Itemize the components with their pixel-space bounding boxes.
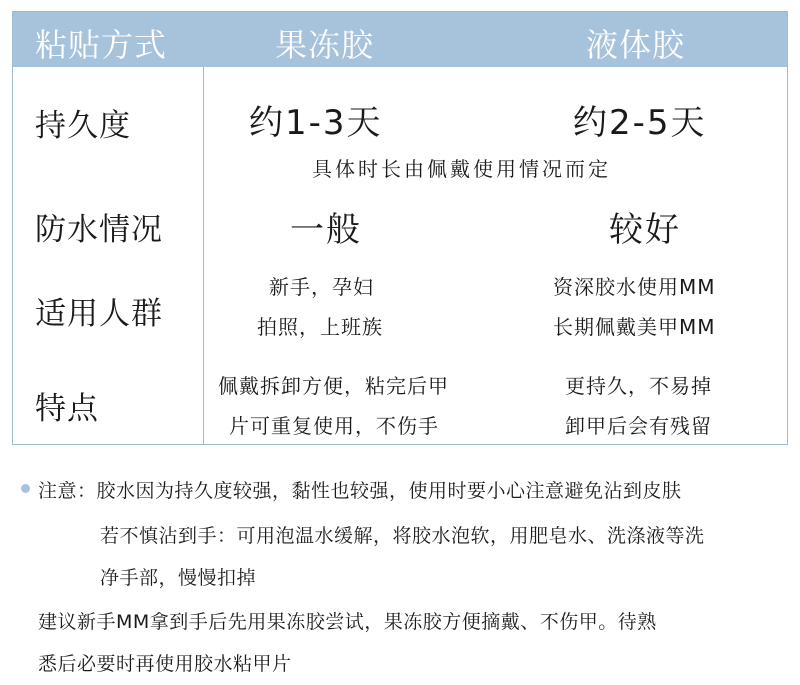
features-liquid-line1: 更持久，不易掉 [565, 374, 712, 398]
note-line-1: 注意：胶水因为持久度较强，黏性也较强，使用时要小心注意避免沾到皮肤 [38, 480, 682, 502]
waterproof-jelly: 一般 [290, 210, 362, 250]
table-header [13, 12, 787, 67]
header-jelly-glue: 果冻胶 [275, 26, 375, 64]
column-divider [203, 67, 204, 445]
note-line-3: 净手部，慢慢扣掉 [100, 567, 257, 589]
row-label-suitable: 适用人群 [35, 296, 163, 332]
row-label-waterproof: 防水情况 [35, 212, 163, 248]
suitable-jelly-line2: 拍照，上班族 [257, 315, 383, 339]
suitable-jelly-line1: 新手，孕妇 [269, 275, 374, 299]
row-label-durability: 持久度 [35, 108, 131, 144]
suitable-liquid-line1: 资深胶水使用MM [553, 275, 716, 299]
suitable-liquid-line2: 长期佩戴美甲MM [553, 315, 716, 339]
durability-note: 具体时长由佩戴使用情况而定 [312, 157, 611, 181]
header-method: 粘贴方式 [35, 26, 168, 64]
durability-liquid: 约2-5天 [573, 103, 707, 143]
row-label-features: 特点 [35, 391, 99, 427]
note-bullet-icon [21, 484, 30, 493]
note-line-2: 若不慎沾到手：可用泡温水缓解，将胶水泡软，用肥皂水、洗涤液等洗 [100, 525, 705, 547]
comparison-table [12, 11, 788, 445]
features-liquid-line2: 卸甲后会有残留 [565, 414, 712, 438]
note-line-5: 悉后必要时再使用胶水粘甲片 [38, 653, 292, 675]
waterproof-liquid: 较好 [609, 210, 681, 250]
durability-jelly: 约1-3天 [249, 103, 383, 143]
features-jelly-line1: 佩戴拆卸方便，粘完后甲 [218, 374, 449, 398]
note-line-4: 建议新手MM拿到手后先用果冻胶尝试，果冻胶方便摘戴、不伤甲。待熟 [38, 611, 657, 633]
header-liquid-glue: 液体胶 [586, 26, 686, 64]
features-jelly-line2: 片可重复使用，不伤手 [229, 414, 439, 438]
